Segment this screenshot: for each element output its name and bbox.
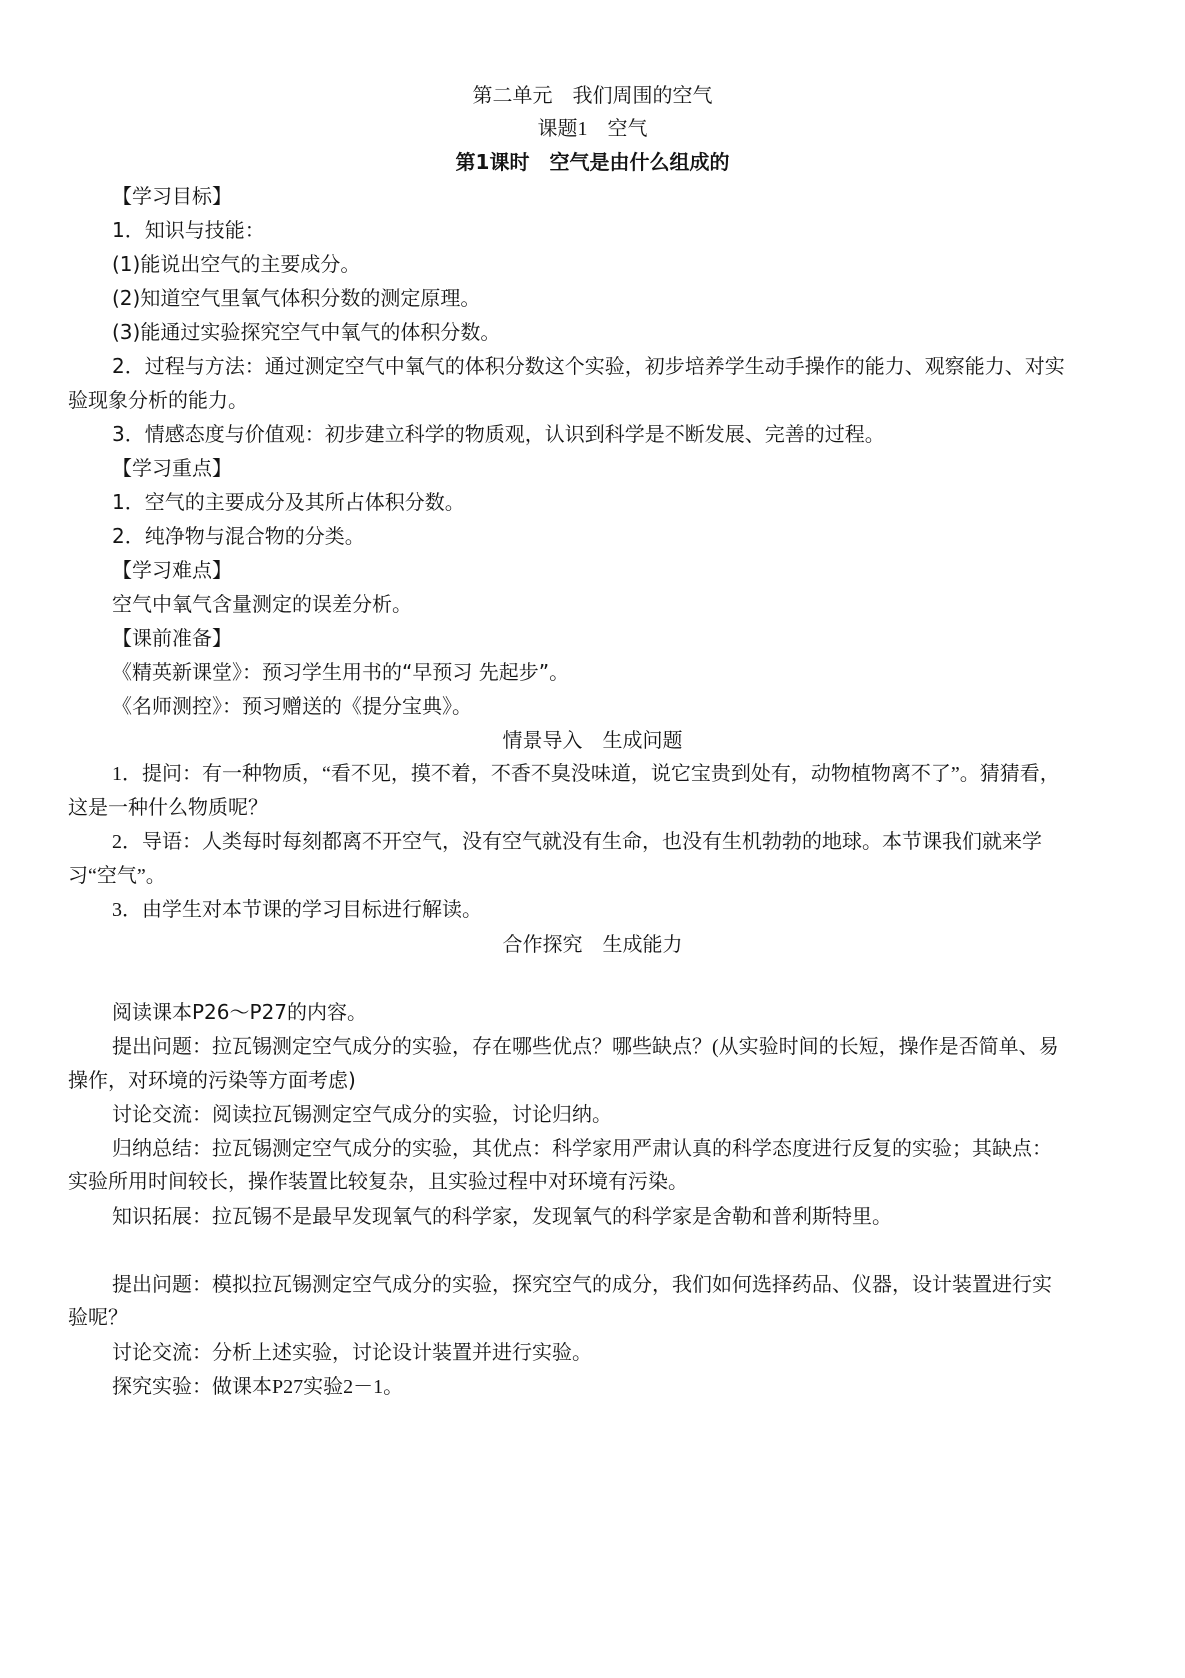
preparation-item: 《精英新课堂》：预习学生用书的“早预习 先起步”。 (112, 660, 570, 684)
intro-item-line: 3．由学生对本节课的学习目标进行解读。 (112, 899, 482, 921)
keypoint-item: 2．纯净物与混合物的分类。 (112, 524, 365, 548)
objectives-heading: 【学习目标】 (112, 184, 232, 208)
summary-label: 归纳总结： (112, 1136, 212, 1160)
explore-question (112, 1270, 1052, 1299)
keypoint-item: 1．空气的主要成分及其所占体积分数。 (112, 490, 465, 514)
intro-item-line: 2．导语：人类每时每刻都离不开空气，没有空气就没有生命，也没有生机勃勃的地球。本节课我们就来学 (112, 831, 1042, 853)
experiment-text: 做课本P27实验2－1。 (212, 1376, 404, 1398)
explore-question-cont: 验呢？ (68, 1307, 128, 1329)
intro-item-line: 1．提问：有一种物质，“看不见，摸不着，不香不臭没味道，说它宝贵到处有，动物植物离不了”。猜猜看， (112, 763, 1060, 785)
explore-read: 阅读课本P26～P27的内容。 (112, 1000, 368, 1024)
preparation-item: 《名师测控》：预习赠送的《提分宝典》。 (112, 694, 472, 718)
keypoints-heading: 【学习重点】 (112, 456, 232, 480)
explore-question (112, 1032, 1059, 1061)
question-label: 提出问题： (112, 1272, 212, 1296)
explore-summary (112, 1134, 1052, 1163)
explore-experiment (112, 1372, 403, 1401)
explore-question-cont: 操作，对环境的污染等方面考虑) (68, 1068, 356, 1092)
question-text: 拉瓦锡测定空气成分的实验，存在哪些优点？哪些缺点？(从实验时间的长短，操作是否简单、易 (212, 1036, 1059, 1058)
explore-discussion (112, 1338, 592, 1367)
objectives-process-line: 验现象分析的能力。 (68, 388, 248, 412)
objectives-knowledge-label: 1．知识与技能： (112, 218, 265, 242)
difficulties-text: 空气中氧气含量测定的误差分析。 (112, 592, 412, 616)
discussion-label: 讨论交流： (112, 1340, 212, 1364)
question-text: 模拟拉瓦锡测定空气成分的实验，探究空气的成分，我们如何选择药品、仪器，设计装置进行实 (212, 1274, 1052, 1296)
intro-item-line: 这是一种什么物质呢？ (68, 797, 268, 819)
extension-text: 拉瓦锡不是最早发现氧气的科学家，发现氧气的科学家是舍勒和普利斯特里。 (212, 1206, 892, 1228)
discussion-text: 分析上述实验，讨论设计装置并进行实验。 (212, 1342, 592, 1364)
summary-text: 拉瓦锡测定空气成分的实验，其优点：科学家用严肃认真的科学态度进行反复的实验；其缺点： (212, 1138, 1052, 1160)
extension-label: 知识拓展： (112, 1204, 212, 1228)
explore-summary-cont: 实验所用时间较长，操作装置比较复杂，且实验过程中对环境有污染。 (68, 1171, 688, 1193)
objectives-knowledge-item: (3)能通过实验探究空气中氧气的体积分数。 (112, 320, 501, 344)
topic-title: 课题1 空气 (537, 118, 648, 140)
preparation-heading: 【课前准备】 (112, 626, 232, 650)
objectives-knowledge-item: (2)知道空气里氧气体积分数的测定原理。 (112, 286, 481, 310)
explore-discussion (112, 1100, 612, 1129)
experiment-label: 探究实验： (112, 1374, 212, 1398)
lesson-title: 第1课时 空气是由什么组成的 (455, 150, 730, 174)
discussion-text: 阅读拉瓦锡测定空气成分的实验，讨论归纳。 (212, 1104, 612, 1126)
question-label: 提出问题： (112, 1034, 212, 1058)
explore-extension (112, 1202, 892, 1231)
intro-heading: 情景导入 生成问题 (502, 728, 683, 752)
difficulties-heading: 【学习难点】 (112, 558, 232, 582)
unit-title: 第二单元 我们周围的空气 (472, 85, 713, 107)
intro-item-line: 习“空气”。 (68, 865, 166, 887)
discussion-label: 讨论交流： (112, 1102, 212, 1126)
objectives-process-line: 2．过程与方法：通过测定空气中氧气的体积分数这个实验，初步培养学生动手操作的能力、观察能力、对实 (112, 354, 1065, 378)
explore-heading: 合作探究 生成能力 (502, 932, 683, 956)
objectives-attitude: 3．情感态度与价值观：初步建立科学的物质观，认识到科学是不断发展、完善的过程。 (112, 422, 885, 446)
objectives-knowledge-item: (1)能说出空气的主要成分。 (112, 252, 361, 276)
